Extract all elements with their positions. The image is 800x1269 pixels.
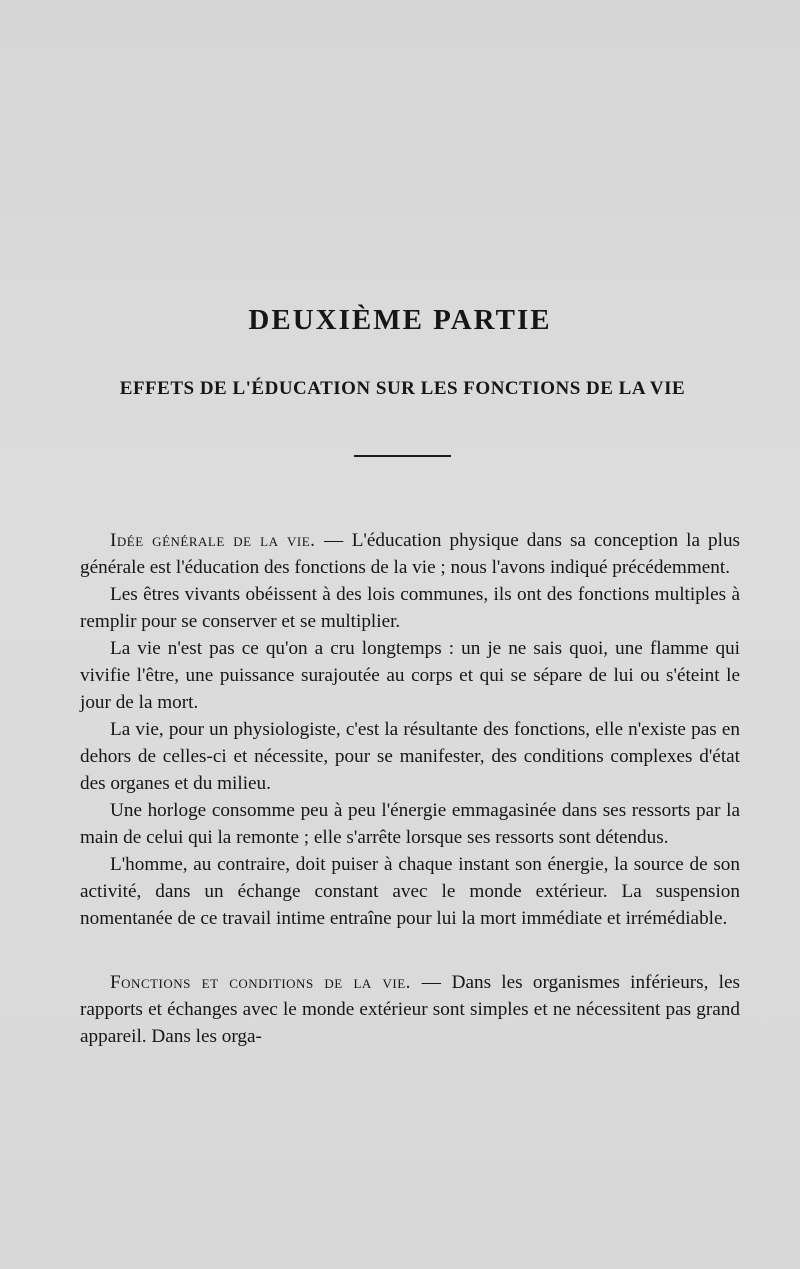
part-title: DEUXIÈME PARTIE [248, 304, 552, 336]
title-rule [354, 455, 451, 457]
part-subtitle: EFFETS DE L'ÉDUCATION SUR LES FONCTIONS DE LA VIE [119, 378, 686, 399]
section-heading: Idée générale de la vie. — [110, 530, 344, 551]
paragraph-text: L'éducation physique dans sa conception la plus générale est l'éducation des fonctions de la vie ; nous l'avons indiqué précédemment. [80, 530, 741, 578]
paragraph [80, 969, 740, 1050]
body-text [80, 527, 740, 1050]
paragraph [80, 527, 740, 581]
paragraph: Les êtres vivants obéissent à des lois communes, ils ont des fonctions multiples à remplir pour se conserver et se multiplier. [80, 584, 740, 632]
paragraph-text: Dans les organismes inférieurs, les rapports et échanges avec le monde extérieur sont simples et ne nécessitent pas grand appareil. Dans les orga- [80, 972, 740, 1047]
paragraph: La vie, pour un physiologiste, c'est la résultante des fonctions, elle n'existe pas en dehors de celles-ci et nécessite, pour se manifester, des conditions complexes d'état des organes et du milieu. [80, 719, 740, 794]
paragraph: L'homme, au contraire, doit puiser à chaque instant son énergie, la source de son activité, dans un échange constant avec le monde extérieur. La suspension nomentanée de ce travail intime entraîne pour lui la mort immédiate et irrémédiable. [80, 854, 740, 929]
paragraph: La vie n'est pas ce qu'on a cru longtemps : un je ne sais quoi, une flamme qui vivifie l'être, une puissance surajoutée au corps et qui se sépare de lui ou s'éteint le jour de la mort. [80, 638, 740, 713]
paragraph: Une horloge consomme peu à peu l'énergie emmagasinée dans ses ressorts par la main de celui qui la remonte ; elle s'arrête lorsque ses ressorts sont détendus. [80, 800, 740, 848]
section-heading: Fonctions et conditions de la vie. — [110, 972, 442, 993]
